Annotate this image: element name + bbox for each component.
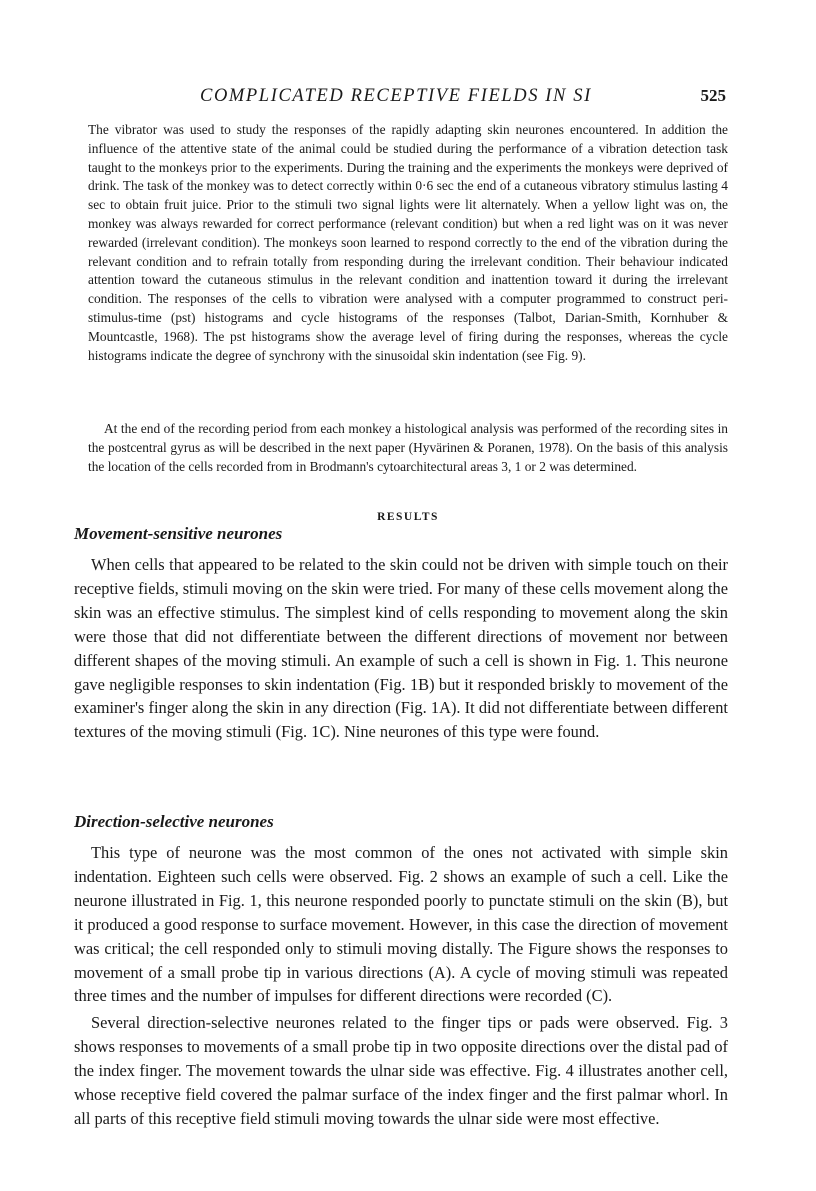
results-paragraph-movement: When cells that appeared to be related to the skin could not be driven with simple touch on their receptive fields, stimuli moving on the skin were tried. For many of these cells movement along the skin was an effective stimulus. The simplest kind of cells responding to movement along the skin were those that did not differentiate between the different directions of movement nor between different shapes of the moving stimuli. An example of such a cell is shown in Fig. 1. This neurone gave negligible responses to skin indentation (Fig. 1B) but it responded briskly to movement of the examiner's finger along the skin in any direction (Fig. 1A). It did not differentiate between different textures of the moving stimuli (Fig. 1C). Nine neurones of this type were found. — [74, 555, 728, 742]
methods-paragraph-histology: At the end of the recording period from each monkey a histological analysis was performed of the recording sites in the postcentral gyrus as will be described in the next paper (Hyvärinen & Poranen, 1978). On the basis of this analysis the location of the cells recorded from in Brodmann's cytoarchitectural areas 3, 1 or 2 was determined. — [88, 421, 728, 474]
running-head — [88, 86, 726, 110]
results-heading: RESULTS — [377, 511, 439, 523]
methods-paragraph-vibration: The vibrator was used to study the responses of the rapidly adapting skin neurones encountered. In addition the influence of the attentive state of the animal could be studied during the performance of a vibration detection task taught to the monkeys prior to the experiments. During the training and the experiments the monkeys were deprived of drink. The task of the monkey was to detect correctly within 0·6 sec the end of a cutaneous vibratory stimulus lasting 4 sec to obtain fruit juice. Prior to the stimuli two signal lights were lit alternately. When a yellow light was on, the monkey was always rewarded for correct performance (relevant condition) but when a red light was on it was never rewarded (irrelevant condition). The monkeys soon learned to respond correctly to the end of the vibration during the relevant condition and to refrain totally from responding during the irrelevant condition. Their behaviour indicated attention toward the cutaneous stimulus in the relevant condition and inattention toward it during the irrelevant condition. The responses of the cells to vibration were analysed with a computer programmed to construct peri-stimulus-time (pst) histograms and cycle histograms of the responses (Talbot, Darian-Smith, Kornhuber & Mountcastle, 1968). The pst histograms show the average level of firing during the responses, whereas the cycle histograms indicate the degree of synchrony with the sinusoidal skin indentation (see Fig. 9). — [88, 122, 728, 363]
results-paragraph-direction: This type of neurone was the most common of the ones not activated with simple skin indentation. Eighteen such cells were observed. Fig. 2 shows an example of such a cell. Like the neurone illustrated in Fig. 1, this neurone responded poorly to punctate stimuli on the skin (B), but it produced a good response to surface movement. However, in this case the direction of movement was critical; the cell responded only to stimuli moving distally. The Figure shows the responses to movement of a small probe tip in various directions (A). A cycle of moving stimuli was repeated three times and the number of impulses for different directions were recorded (C). — [74, 843, 728, 1006]
subheading-direction-selective: Direction-selective neurones — [74, 812, 274, 831]
page-number: 525 — [700, 86, 726, 105]
subheading-movement-sensitive: Movement-sensitive neurones — [74, 524, 283, 543]
running-title: COMPLICATED RECEPTIVE FIELDS IN SI — [200, 86, 592, 106]
results-paragraph-finger-pads: Several direction-selective neurones related to the finger tips or pads were observed. Fig. 3 shows responses to movements of a small probe tip in two opposite directions over the distal pad of the index finger. The movement towards the ulnar side was effective. Fig. 4 illustrates another cell, whose receptive field covered the palmar surface of the index finger and the first palmar whorl. In all parts of this receptive field stimuli moving towards the ulnar side were most effective. — [74, 1013, 728, 1128]
